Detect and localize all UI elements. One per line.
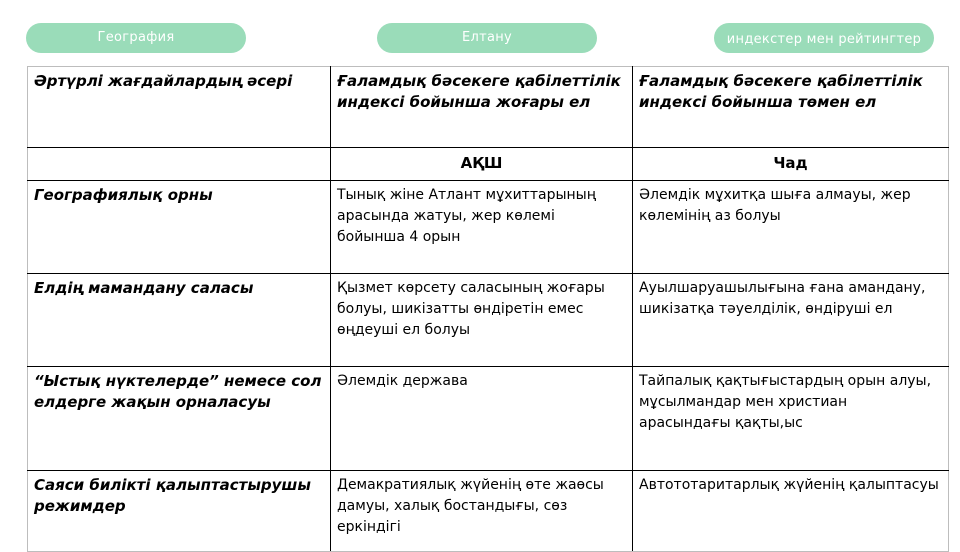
nav-pill-label: Елтану xyxy=(461,30,513,45)
cell-low: Әлемдік мұхитқа шыға алмауы, жер көлемінің аз болуы xyxy=(633,181,949,274)
cell-low: Тайпалық қақтығыстардың орын алуы, мұсылмандар мен христиан арасындағы қақты,ыс xyxy=(633,367,949,471)
row-label: Саяси билікті қалыптастырушы режимдер xyxy=(28,471,331,552)
row-label: Географиялық орны xyxy=(28,181,331,274)
nav-pill-label: География xyxy=(97,30,175,45)
comparison-table xyxy=(27,66,949,552)
table-country-row xyxy=(28,148,949,181)
table-row xyxy=(28,274,949,367)
row-label: “Ыстық нүктелерде” немесе сол елдерге жақын орналасуы xyxy=(28,367,331,471)
country-empty xyxy=(28,148,331,181)
country-high: АҚШ xyxy=(331,148,633,181)
table-row xyxy=(28,471,949,552)
table-row xyxy=(28,367,949,471)
cell-low: Автототаритарлық жүйенің қалыптасуы xyxy=(633,471,949,552)
nav-pill-country-studies[interactable] xyxy=(377,23,597,53)
nav-pill-indexes-ratings[interactable] xyxy=(714,23,934,53)
header-factors: Әртүрлі жағдайлардың әсері xyxy=(28,67,331,148)
table-row xyxy=(28,181,949,274)
row-label: Елдің мамандану саласы xyxy=(28,274,331,367)
country-low: Чад xyxy=(633,148,949,181)
cell-low: Ауылшаруашылығына ғана амандану, шикізатқа тәуелділік, өндіруші ел xyxy=(633,274,949,367)
header-low-index: Ғаламдық бәсекеге қабілеттілік индексі бойынша төмен ел xyxy=(633,67,949,148)
cell-high: Әлемдік держава xyxy=(331,367,633,471)
header-high-index: Ғаламдық бәсекеге қабілеттілік индексі бойынша жоғары ел xyxy=(331,67,633,148)
table-header-row xyxy=(28,67,949,148)
cell-high: Демакратиялық жүйенің өте жаөсы дамуы, халық бостандығы, сөз еркіндігі xyxy=(331,471,633,552)
nav-pill-label: индекстер мен рейтингтер xyxy=(726,32,922,47)
cell-high: Қызмет көрсету саласының жоғары болуы, шикізатты өндіретін емес өңдеуші ел болуы xyxy=(331,274,633,367)
nav-pill-geography[interactable] xyxy=(26,23,246,53)
cell-high: Тынық жіне Атлант мұхиттарының арасында жатуы, жер көлемі бойынша 4 орын xyxy=(331,181,633,274)
